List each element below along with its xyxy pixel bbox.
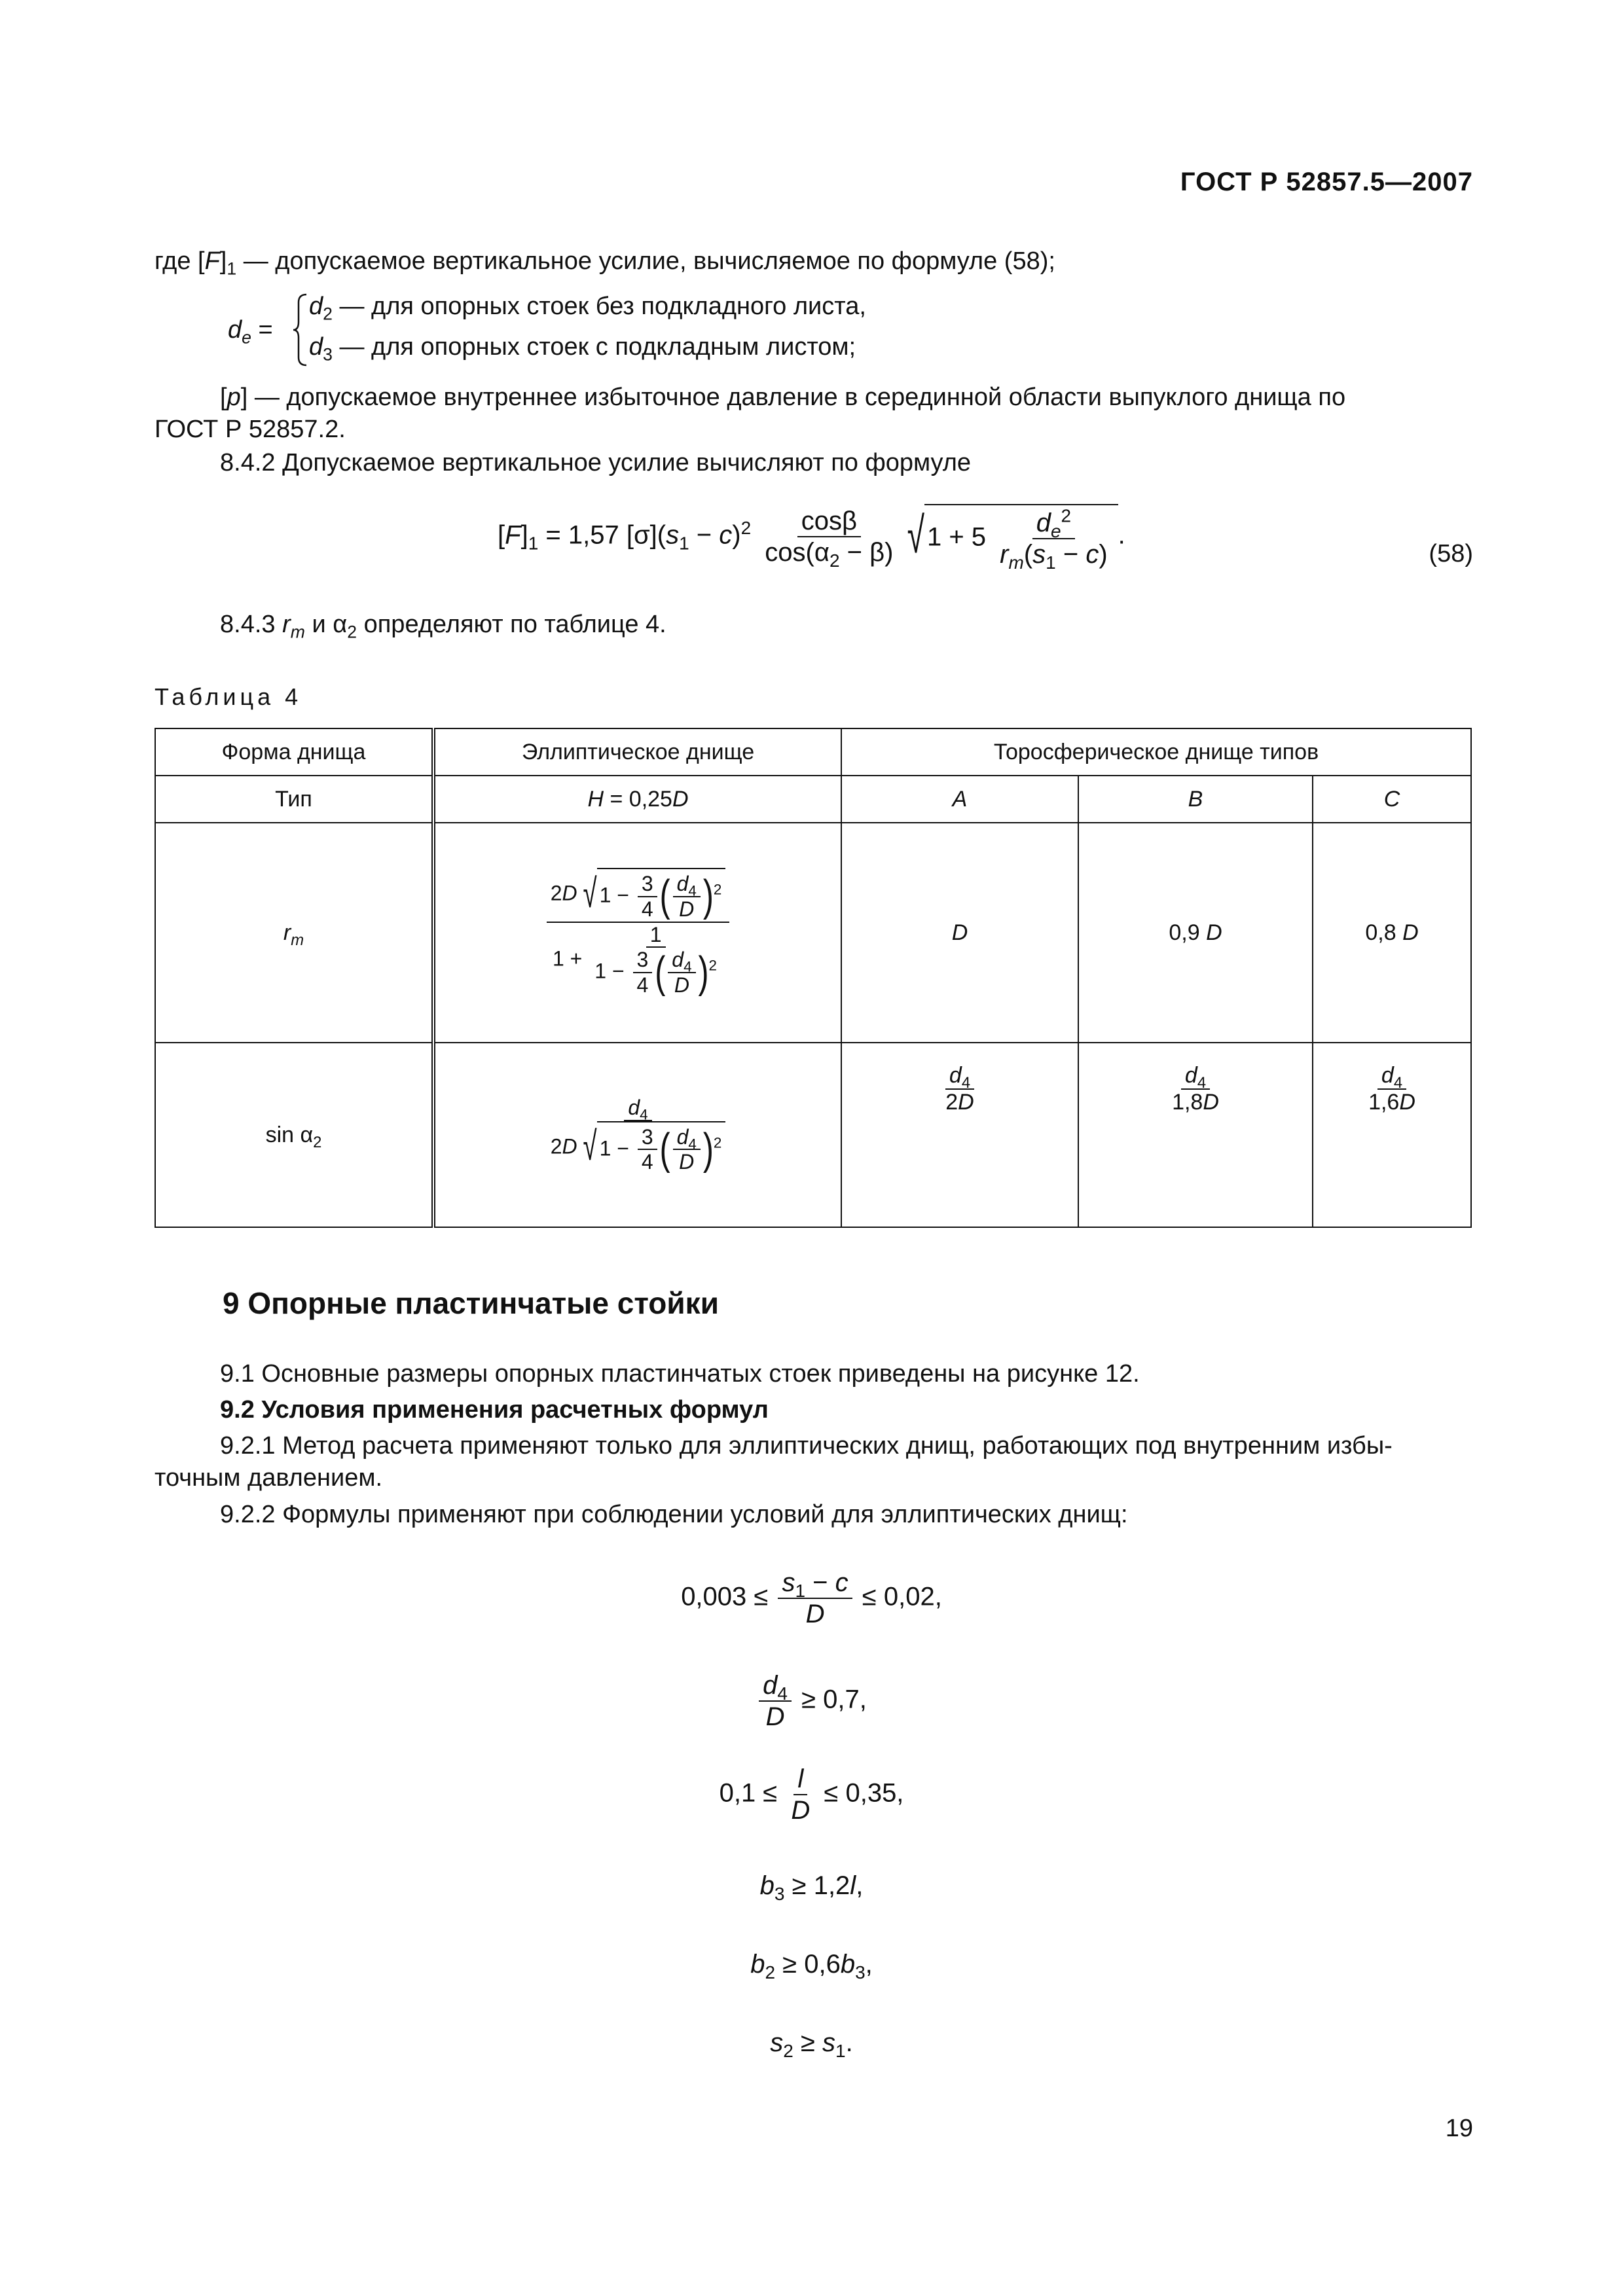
td-sin-ellip: $d_4$ 2D √ 1 − $\frac{3}{4}$ ( $\frac{d_4}{D}$ )$^2$ [433,1043,841,1227]
td-type-c: C [1313,776,1471,823]
td-sin-a: $\frac{d_4}{2D}$ [841,1043,1078,1227]
clause-9-2: 9.2 Условия применения расчетных формул [220,1396,769,1424]
td-rm-label: $r_m$ [155,823,433,1043]
td-sin-label: $\sin \alpha_2$ [155,1043,433,1227]
def-p: [p] — допускаемое внутреннее избыточное давление в серединной области выпуклого днища по ГОСТ Р 52857.2. [155,384,1346,444]
td-rm-c: 0,8 D [1313,823,1471,1043]
clause-8-4-3: 8.4.3 $r_m$ и $\alpha_2$ определяют по таблице 4. [220,611,666,642]
td-type-a: A [841,776,1078,823]
condition-6: $s_2 \ge s_1$. [770,2028,853,2061]
td-rm-a: D [841,823,1078,1043]
td-ellip-type: H = 0,25D [433,776,841,823]
th-forma: Форма днища [155,728,433,776]
table-4 [155,728,1472,1228]
clause-9-2-2: 9.2.2 Формулы применяют при соблюдении условий для эллиптических днищ: [220,1501,1128,1528]
formula-number: (58) [1429,540,1473,567]
td-type-b: B [1078,776,1313,823]
clause-8-4-2: 8.4.2 Допускаемое вертикальное усилие вычисляют по формуле [220,449,972,476]
condition-3: 0,1 ≤ $\frac{l}{D}$ ≤ 0,35, [719,1765,904,1825]
section-9-title: 9 Опорные пластинчатые стойки [223,1286,719,1320]
clause-9-2-1: 9.2.1 Метод расчета применяют только для эллиптических днищ, работающих под внутренним избы- точным давлением. [155,1432,1393,1492]
brace-icon [292,293,309,367]
condition-2: $\frac{d_4}{D}$ ≥ 0,7, [0,1670,1623,1732]
condition-1: 0,003 ≤ $\frac{s_1 - c}{D}$ ≤ 0,02, [681,1568,942,1628]
condition-4: $b_3 \ge 1,2l$, [759,1871,864,1904]
td-rm-ellip: 2D √ 1 − $\frac{3}{4}$ ( $\frac{d_4}{D}$ )$^2$ 1 + 1 1 − $\frac{3}{4}$ ( $\frac{d_4}{D}$ )$^2$ [433,823,841,1043]
table-caption: Таблица 4 [155,683,302,710]
th-toro: Торосферическое днище типов [841,728,1471,776]
td-sin-b: $\frac{d_4}{1,8D}$ [1078,1043,1313,1227]
td-rm-b: 0,9 D [1078,823,1313,1043]
page-header: ГОСТ Р 52857.5—2007 [1180,168,1473,196]
formula-58: $[F]_1 = 1,57$ $[\sigma](s_1 - c)^2$ $\frac{\cos\beta}{\cos(\alpha_2 - \beta)}$ √ 1 + 5 $\frac{d_e^2}{r_m(s_1 - c)}$ . [498,504,1125,569]
de-definition: $d_e$ = $d_2$ — для опорных стоек без подкладного листа, $d_3$ — для опорных стоек с подкладным листом; [228,288,1079,373]
td-tip: Тип [155,776,433,823]
td-sin-c: $\frac{d_4}{1,6D}$ [1313,1043,1471,1227]
clause-9-1: 9.1 Основные размеры опорных пластинчатых стоек приведены на рисунке 12. [220,1360,1140,1388]
th-ellip: Эллиптическое днище [433,728,841,776]
def-f1: где $[F]_1$ — допускаемое вертикальное усилие, вычисляемое по формуле (58); [155,247,1055,279]
condition-5: $b_2 \ge 0,6b_3$, [750,1950,873,1982]
page-number: 19 [1445,2115,1473,2142]
